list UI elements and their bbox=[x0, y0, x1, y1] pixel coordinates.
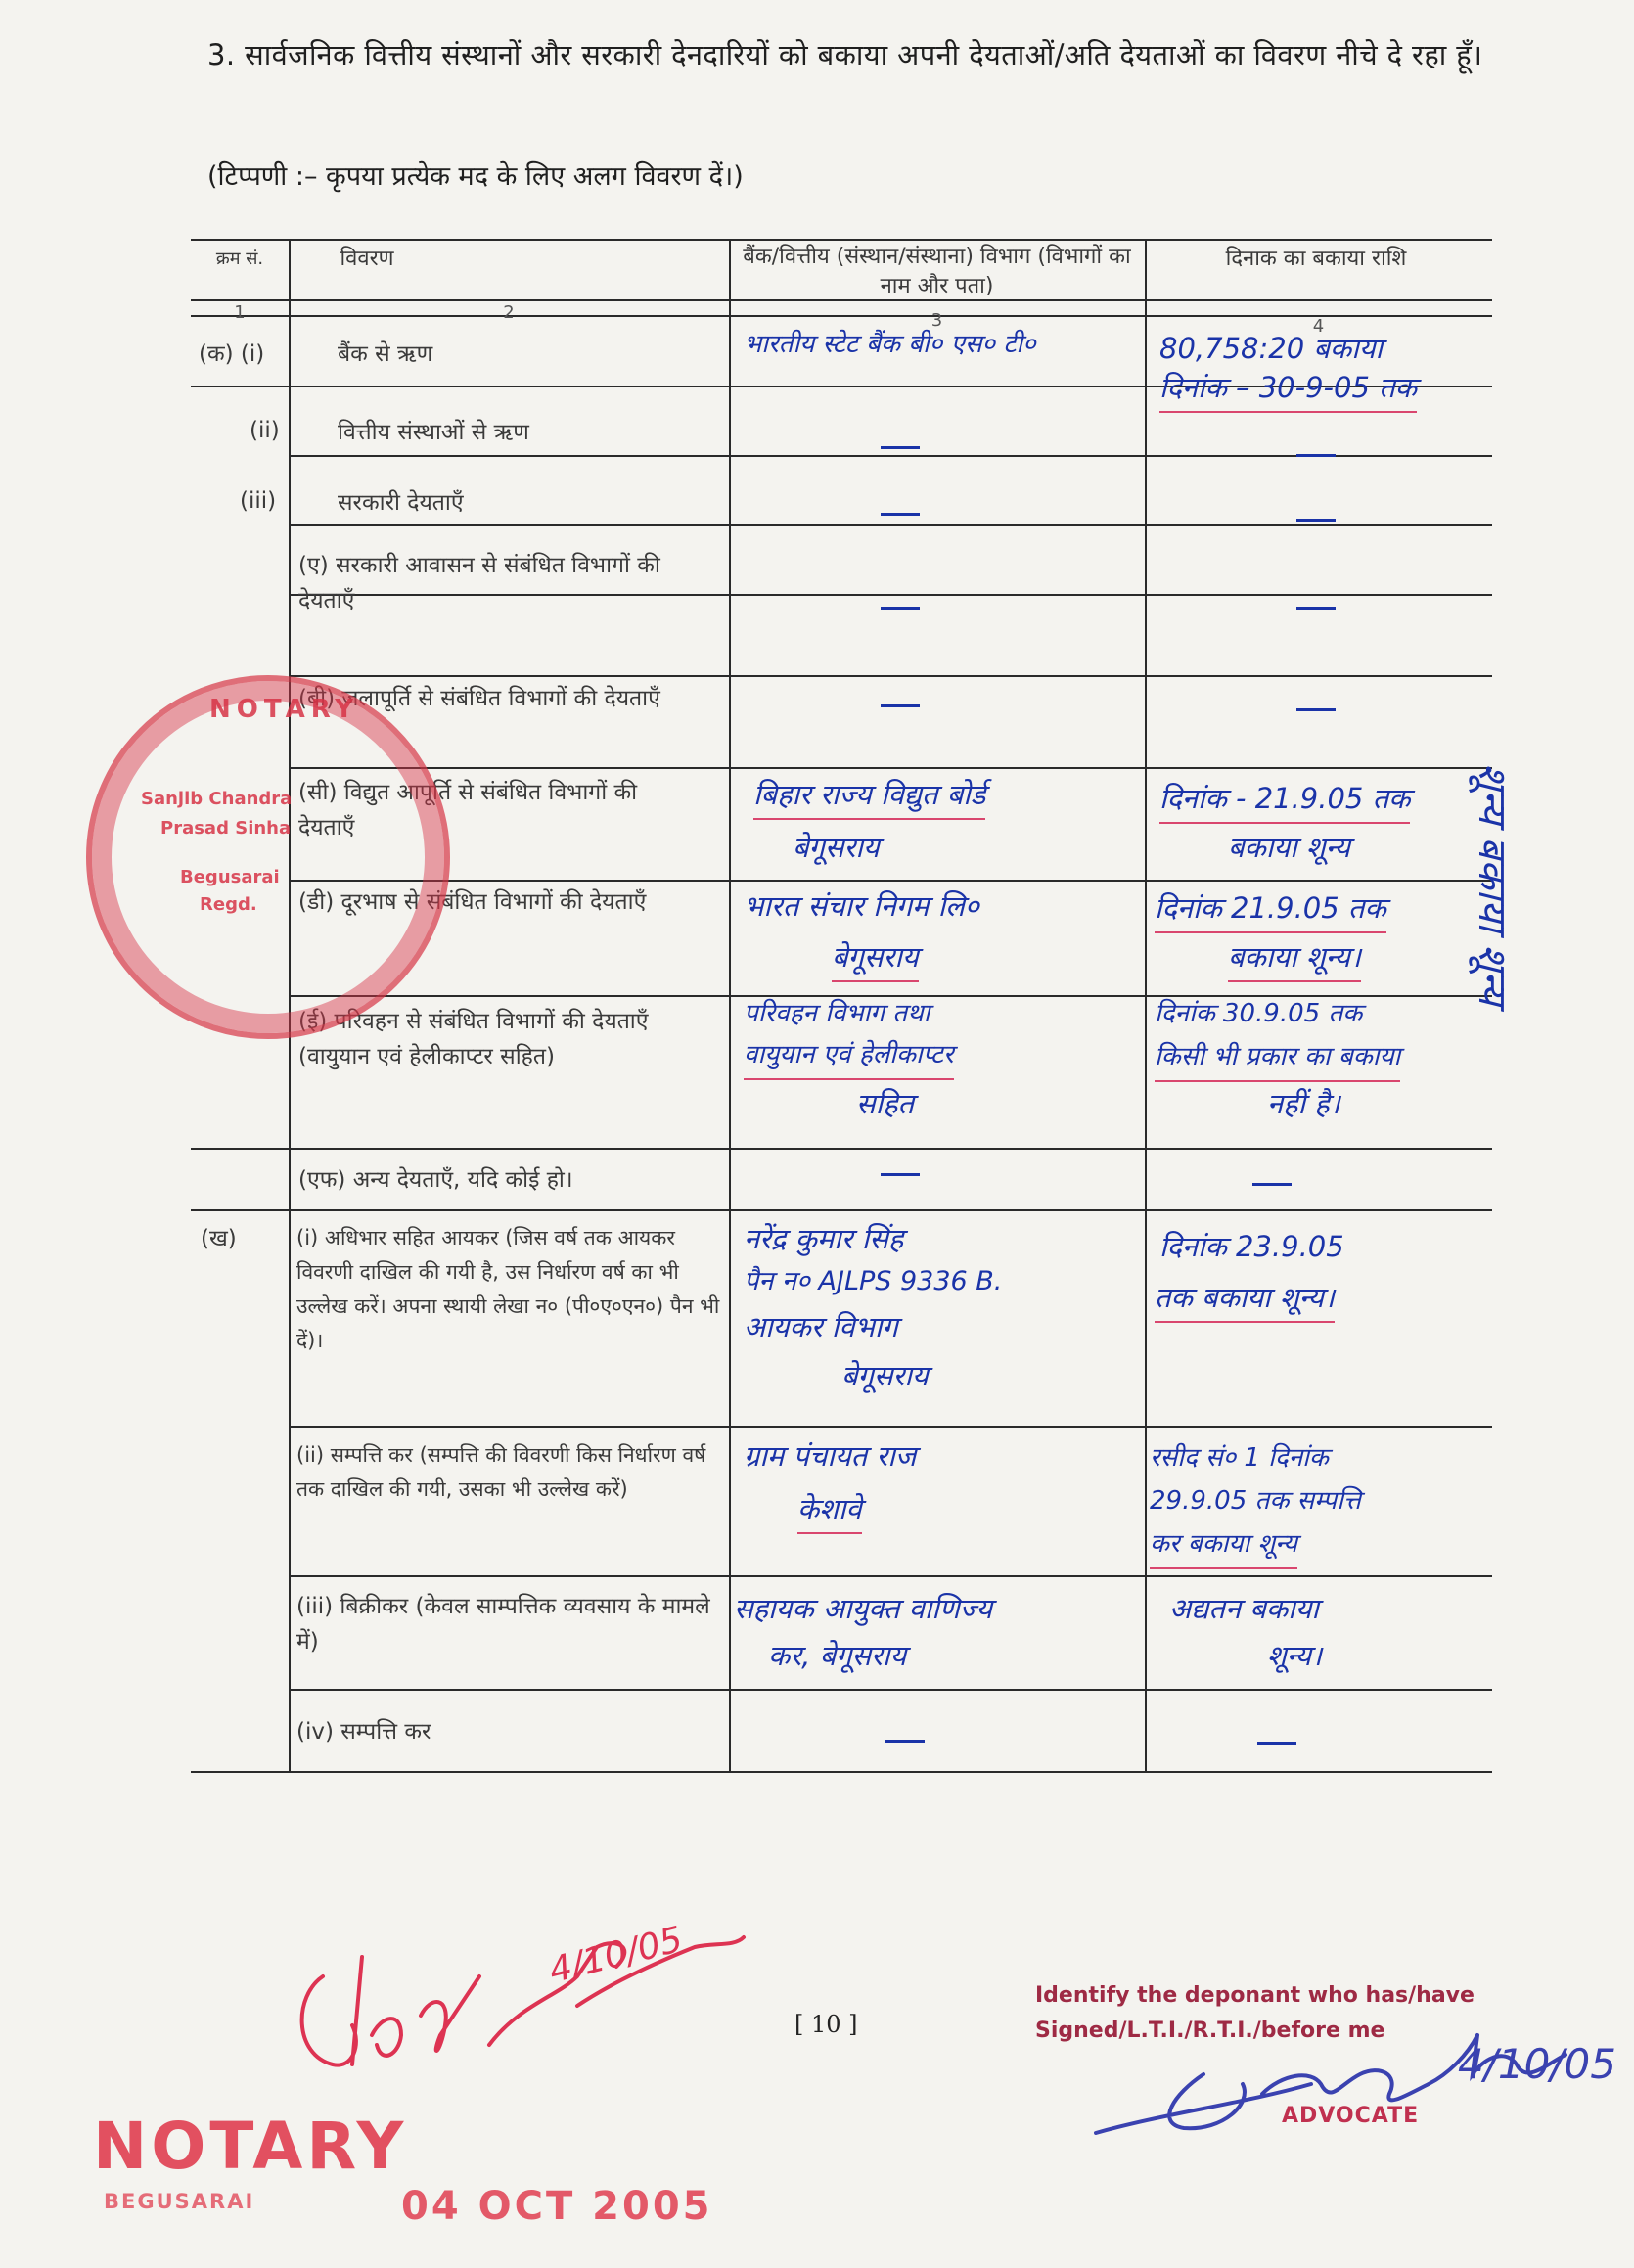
blank-dash bbox=[1252, 1183, 1292, 1186]
seal-text-place: Begusarai bbox=[180, 867, 280, 887]
col-number-2: 2 bbox=[503, 302, 515, 323]
signature-date: 4/10/05 bbox=[545, 1919, 687, 1992]
header-sno: क्रम सं. bbox=[215, 249, 264, 269]
blank-dash bbox=[1257, 1742, 1296, 1745]
notary-place: BEGUSARAI bbox=[104, 2190, 255, 2213]
seal-text-name-2: Prasad Sinha bbox=[160, 818, 292, 839]
property-tax-institution-handwritten: ग्राम पंचायत राज bbox=[744, 1439, 917, 1473]
income-tax-city-handwritten: बेगूसराय bbox=[841, 1359, 929, 1392]
identify-line-1: Identify the deponant who has/have bbox=[1035, 1983, 1475, 2008]
row-sno: (ii) bbox=[250, 418, 280, 443]
sales-tax-city-handwritten: कर, बेगूसराय bbox=[768, 1639, 907, 1672]
notary-round-seal bbox=[86, 675, 450, 1039]
telephone-institution-handwritten: भारत संचार निगम लि० bbox=[744, 889, 979, 923]
liabilities-table bbox=[191, 239, 1492, 1773]
transport-institution-handwritten-3: सहित bbox=[856, 1087, 915, 1120]
row-sno: (क) (i) bbox=[199, 341, 265, 367]
advocate-date: 4/10/05 bbox=[1458, 2040, 1616, 2088]
electricity-institution-handwritten: बिहार राज्य विद्युत बोर्ड bbox=[753, 773, 985, 820]
bank-date-handwritten: दिनांक – 30-9-05 तक bbox=[1159, 366, 1417, 413]
stamp-date: 04 OCT 2005 bbox=[401, 2184, 713, 2229]
property-tax-date-handwritten: 29.9.05 तक सम्पत्ति bbox=[1150, 1486, 1361, 1516]
telephone-date-handwritten: दिनांक 21.9.05 तक bbox=[1155, 886, 1386, 933]
row-sno: (ख) bbox=[201, 1226, 237, 1251]
bank-name-handwritten: भारतीय स्टेट बैंक बी० एस० टी० bbox=[744, 330, 1036, 359]
row-details: (ए) सरकारी आवासन से संबंधित विभागों की देयताएँ bbox=[298, 553, 660, 613]
row-details: (ई) परिवहन से संबंधित विभागों की देयताएँ (वायुयान एवं हेलीकाप्टर सहित) bbox=[298, 1009, 649, 1069]
property-tax-receipt-handwritten: रसीद सं० 1 दिनांक bbox=[1150, 1443, 1329, 1473]
header-amount: दिनाक का बकाया राशि bbox=[1225, 247, 1407, 271]
row-details: सरकारी देयताएँ bbox=[338, 490, 464, 516]
pan-handwritten: पैन न० AJLPS 9336 B. bbox=[744, 1266, 1003, 1296]
row-details: (बी) जलापूर्ति से संबंधित विभागों की देयताएँ bbox=[298, 686, 660, 711]
transport-institution-handwritten-2: वायुयान एवं हेलीकाप्टर bbox=[744, 1033, 954, 1080]
row-sno: (iii) bbox=[240, 488, 277, 514]
blank-dash bbox=[1296, 519, 1336, 522]
telephone-city-handwritten: बेगूसराय bbox=[832, 935, 919, 982]
transport-date-handwritten: दिनांक 30.9.05 तक bbox=[1155, 999, 1363, 1028]
page-number: [ 10 ] bbox=[794, 2011, 858, 2038]
side-handwritten-note: शून्य बकाया शून्य bbox=[1470, 763, 1515, 1006]
blank-dash bbox=[1296, 454, 1336, 457]
income-tax-date-handwritten: दिनांक 23.9.05 bbox=[1159, 1230, 1344, 1263]
property-tax-dues-handwritten: कर बकाया शून्य bbox=[1150, 1522, 1297, 1569]
seal-text-name: Sanjib Chandra bbox=[141, 789, 293, 809]
advocate-label: ADVOCATE bbox=[1282, 2104, 1420, 2128]
seal-text-regd: Regd. bbox=[200, 894, 257, 915]
deponent-signature bbox=[284, 1918, 753, 2084]
blank-dash bbox=[881, 446, 920, 449]
blank-dash bbox=[881, 1173, 920, 1176]
income-tax-dues-handwritten: तक बकाया शून्य। bbox=[1155, 1276, 1335, 1323]
col-number-1: 1 bbox=[234, 302, 246, 323]
income-tax-dept-handwritten: आयकर विभाग bbox=[744, 1310, 898, 1343]
transport-institution-handwritten: परिवहन विभाग तथा bbox=[744, 999, 930, 1028]
blank-dash bbox=[1296, 607, 1336, 610]
bank-amount-handwritten: 80,758:20 बकाया bbox=[1159, 332, 1384, 365]
note-text: (टिप्पणी :– कृपया प्रत्येक मद के लिए अलग विवरण दें।) bbox=[207, 161, 744, 192]
seal-text-top: NOTARY bbox=[209, 695, 360, 724]
blank-dash bbox=[885, 1740, 925, 1743]
blank-dash bbox=[881, 513, 920, 516]
identify-line-2: Signed/L.T.I./R.T.I./before me bbox=[1035, 2019, 1385, 2043]
row-details: (डी) दूरभाष से संबंधित विभागों की देयताएँ bbox=[298, 889, 647, 915]
property-tax-village-handwritten: केशावे bbox=[797, 1487, 862, 1534]
sales-tax-institution-handwritten: सहायक आयुक्त वाणिज्य bbox=[734, 1592, 993, 1625]
row-details: (एफ) अन्य देयताएँ, यदि कोई हो। bbox=[298, 1167, 573, 1193]
col-number-3: 3 bbox=[930, 310, 943, 331]
income-tax-name-handwritten: नरेंद्र कुमार सिंह bbox=[744, 1222, 904, 1255]
row-details: (सी) विद्युत आपूर्ति से संबंधित विभागों की देयताएँ bbox=[298, 780, 638, 840]
col-number-4: 4 bbox=[1312, 316, 1325, 337]
header-details: विवरण bbox=[340, 247, 394, 271]
transport-dues-handwritten: किसी भी प्रकार का बकाया bbox=[1155, 1035, 1400, 1082]
row-details: (i) अधिभार सहित आयकर (जिस वर्ष तक आयकर विवरणी दाखिल की गयी है, उस निर्धारण वर्ष का भी उल्लेख करें। अपना स्थायी लेखा न० (पी०ए०एन०) पैन भी दें)। bbox=[296, 1226, 720, 1352]
blank-dash bbox=[881, 607, 920, 610]
transport-dues-handwritten-2: नहीं है। bbox=[1267, 1087, 1340, 1120]
blank-dash bbox=[1296, 708, 1336, 711]
sales-tax-dues-handwritten-2: शून्य। bbox=[1267, 1639, 1323, 1672]
row-details: (iii) बिक्रीकर (केवल साम्पत्तिक व्यवसाय के मामले में) bbox=[296, 1594, 710, 1655]
electricity-city-handwritten: बेगूसराय bbox=[793, 831, 880, 864]
notary-stamp: NOTARY bbox=[93, 2109, 408, 2184]
intro-paragraph: 3. सार्वजनिक वित्तीय संस्थानों और सरकारी देनदारियों को बकाया अपनी देयताओं/अति देयताओं का विवरण नीचे दे रहा हूँ। bbox=[207, 38, 1483, 71]
telephone-dues-handwritten: बकाया शून्य। bbox=[1228, 935, 1361, 982]
row-details: (iv) सम्पत्ति कर bbox=[296, 1719, 431, 1745]
blank-dash bbox=[881, 704, 920, 707]
header-institution: बैंक/वित्तीय (संस्थान/संस्थाना) विभाग (विभागों का नाम और पता) bbox=[743, 245, 1131, 298]
electricity-date-handwritten: दिनांक - 21.9.05 तक bbox=[1159, 777, 1410, 824]
row-details: वित्तीय संस्थाओं से ऋण bbox=[338, 420, 529, 445]
row-details: (ii) सम्पत्ति कर (सम्पत्ति की विवरणी किस निर्धारण वर्ष तक दाखिल की गयी, उसका भी उल्लेख करें) bbox=[296, 1443, 706, 1501]
electricity-dues-handwritten: बकाया शून्य bbox=[1228, 831, 1350, 864]
sales-tax-dues-handwritten: अद्यतन बकाया bbox=[1169, 1592, 1319, 1625]
row-details: बैंक से ऋण bbox=[338, 341, 433, 367]
